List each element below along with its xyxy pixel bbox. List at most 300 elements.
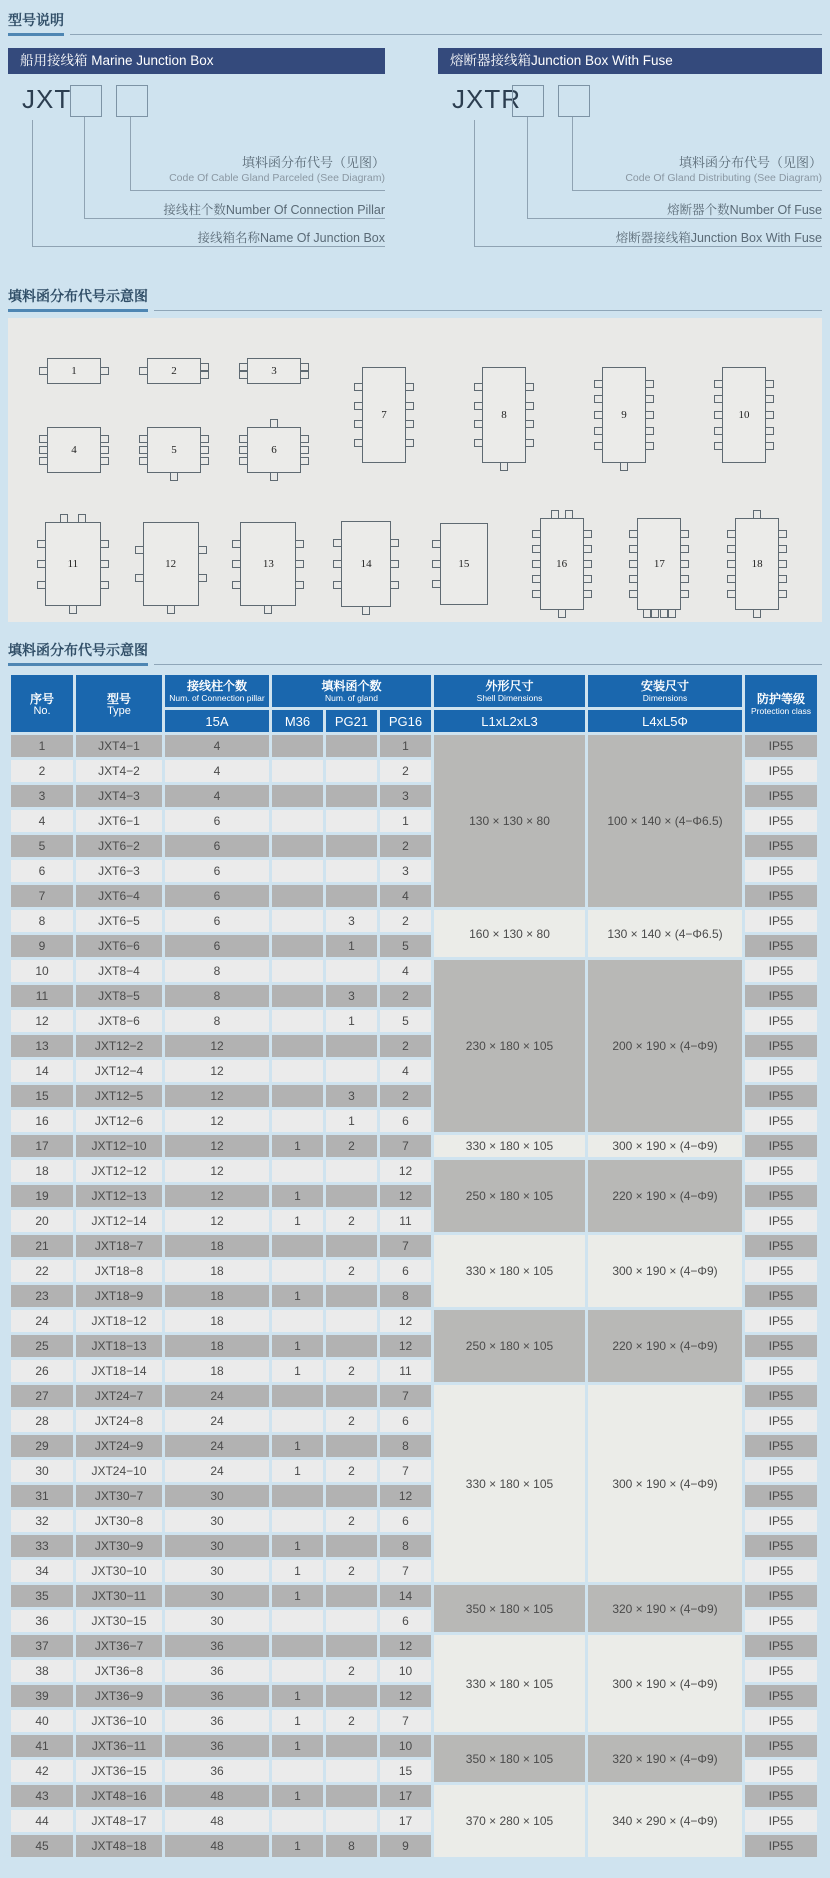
cell-15a: 36 xyxy=(165,1685,269,1707)
cell-protection-class: IP55 xyxy=(745,1085,817,1107)
cell-no: 17 xyxy=(11,1135,73,1157)
gland-layout-6 xyxy=(247,427,301,473)
cell-pg21: 2 xyxy=(326,1660,377,1682)
cell-type: JXT18−8 xyxy=(76,1260,162,1282)
gland-layout-11 xyxy=(45,522,101,606)
cell-type: JXT48−16 xyxy=(76,1785,162,1807)
jxt-digit-box-1 xyxy=(70,85,102,117)
gland-tab xyxy=(629,590,638,598)
cell-type: JXT12−4 xyxy=(76,1060,162,1082)
col-header-shell-cn: 外形尺寸 xyxy=(485,679,534,693)
cell-protection-class: IP55 xyxy=(745,1760,817,1782)
gland-tab xyxy=(680,545,689,553)
cell-type: JXT18−12 xyxy=(76,1310,162,1332)
gland-tab xyxy=(37,540,46,548)
table-header-row-1 xyxy=(11,675,817,707)
cell-m36 xyxy=(272,1810,323,1832)
gland-tab xyxy=(432,560,441,568)
cell-pg16: 7 xyxy=(380,1710,431,1732)
gland-layout-18 xyxy=(735,518,779,610)
gland-tab xyxy=(594,411,603,419)
cell-type: JXT30−15 xyxy=(76,1610,162,1632)
model-code-jxtr: JXTR xyxy=(452,84,521,114)
cell-mounting-dimensions: 320 × 190 × (4−Φ9) xyxy=(588,1585,742,1632)
cell-pg16: 12 xyxy=(380,1635,431,1657)
gland-tab xyxy=(432,540,441,548)
cell-no: 10 xyxy=(11,960,73,982)
cell-shell-dimensions: 160 × 130 × 80 xyxy=(434,910,585,957)
cell-pg21 xyxy=(326,885,377,907)
cell-protection-class: IP55 xyxy=(745,1310,817,1332)
cell-m36: 1 xyxy=(272,1735,323,1757)
table-row xyxy=(11,1160,817,1182)
gland-tab xyxy=(594,380,603,388)
connector-line xyxy=(84,218,385,219)
cell-protection-class: IP55 xyxy=(745,1160,817,1182)
cell-protection-class: IP55 xyxy=(745,1710,817,1732)
cell-15a: 12 xyxy=(165,1110,269,1132)
cell-15a: 12 xyxy=(165,1160,269,1182)
cell-m36 xyxy=(272,1510,323,1532)
cell-type: JXT36−8 xyxy=(76,1660,162,1682)
cell-m36 xyxy=(272,835,323,857)
connector-line xyxy=(32,120,33,246)
connector-line xyxy=(474,120,475,246)
cell-pg16: 4 xyxy=(380,1060,431,1082)
cell-m36 xyxy=(272,1060,323,1082)
gland-tab xyxy=(295,560,304,568)
cell-pg21: 2 xyxy=(326,1710,377,1732)
cell-pg21: 1 xyxy=(326,1010,377,1032)
cell-pg21: 2 xyxy=(326,1260,377,1282)
col-header-mount-cn: 安装尺寸 xyxy=(640,679,689,693)
cell-no: 39 xyxy=(11,1685,73,1707)
gland-tab xyxy=(139,457,148,465)
gland-tab xyxy=(727,545,736,553)
cell-type: JXT30−8 xyxy=(76,1510,162,1532)
gland-tab xyxy=(474,383,483,391)
cell-protection-class: IP55 xyxy=(745,1535,817,1557)
cell-m36 xyxy=(272,935,323,957)
gland-tab xyxy=(39,457,48,465)
cell-m36 xyxy=(272,985,323,1007)
cell-no: 25 xyxy=(11,1335,73,1357)
gland-tab xyxy=(200,363,209,371)
cell-m36: 1 xyxy=(272,1435,323,1457)
cell-protection-class: IP55 xyxy=(745,785,817,807)
cell-no: 18 xyxy=(11,1160,73,1182)
gland-tab xyxy=(525,439,534,447)
cell-pg16: 12 xyxy=(380,1485,431,1507)
cell-15a: 12 xyxy=(165,1060,269,1082)
cell-pg16: 6 xyxy=(380,1110,431,1132)
cell-mounting-dimensions: 300 × 190 × (4−Φ9) xyxy=(588,1635,742,1732)
subheader-pg21: PG21 xyxy=(326,710,377,732)
cell-pg16: 11 xyxy=(380,1360,431,1382)
cell-15a: 18 xyxy=(165,1260,269,1282)
gland-layout-2 xyxy=(147,358,201,384)
cell-mounting-dimensions: 320 × 190 × (4−Φ9) xyxy=(588,1735,742,1782)
gland-tab xyxy=(200,435,209,443)
cell-shell-dimensions: 230 × 180 × 105 xyxy=(434,960,585,1132)
gland-tab xyxy=(300,363,309,371)
cell-15a: 48 xyxy=(165,1835,269,1857)
cell-no: 24 xyxy=(11,1310,73,1332)
cell-m36 xyxy=(272,1160,323,1182)
gland-tab xyxy=(474,420,483,428)
model-description-heading-text: 型号说明 xyxy=(8,10,64,36)
cell-shell-dimensions: 250 × 180 × 105 xyxy=(434,1160,585,1232)
cell-pg21 xyxy=(326,960,377,982)
cell-m36 xyxy=(272,1010,323,1032)
table-row xyxy=(11,1585,817,1607)
gland-tab xyxy=(100,560,109,568)
cell-15a: 12 xyxy=(165,1135,269,1157)
connector-line xyxy=(527,218,822,219)
cell-type: JXT18−9 xyxy=(76,1285,162,1307)
cell-pg16: 6 xyxy=(380,1510,431,1532)
cell-pg21: 1 xyxy=(326,935,377,957)
cell-no: 19 xyxy=(11,1185,73,1207)
gland-tab xyxy=(583,545,592,553)
cell-protection-class: IP55 xyxy=(745,1785,817,1807)
gland-tab xyxy=(390,581,399,589)
cell-pg21 xyxy=(326,1685,377,1707)
cell-pg16: 4 xyxy=(380,960,431,982)
col-header-gland xyxy=(272,675,431,707)
cell-pg21 xyxy=(326,1435,377,1457)
cell-protection-class: IP55 xyxy=(745,1810,817,1832)
gland-layout-number: 3 xyxy=(271,365,277,377)
cell-pg21: 2 xyxy=(326,1210,377,1232)
gland-code-label-en: Code Of Cable Gland Parceled (See Diagram) xyxy=(169,172,385,184)
gland-tab xyxy=(333,581,342,589)
cell-m36 xyxy=(272,1635,323,1657)
cell-no: 42 xyxy=(11,1760,73,1782)
cell-protection-class: IP55 xyxy=(745,1010,817,1032)
cell-type: JXT18−13 xyxy=(76,1335,162,1357)
gland-tab xyxy=(200,457,209,465)
cell-pg16: 7 xyxy=(380,1460,431,1482)
gland-tab xyxy=(100,457,109,465)
diagram-cell xyxy=(415,510,513,618)
gland-layout-number: 5 xyxy=(171,444,177,456)
gland-layout-12 xyxy=(143,522,199,606)
cell-15a: 24 xyxy=(165,1435,269,1457)
table-row xyxy=(11,1310,817,1332)
cell-m36 xyxy=(272,1110,323,1132)
cell-no: 41 xyxy=(11,1735,73,1757)
gland-tab xyxy=(532,530,541,538)
cell-no: 35 xyxy=(11,1585,73,1607)
cell-m36 xyxy=(272,735,323,757)
gland-tab xyxy=(69,605,77,614)
heading-rule xyxy=(154,664,822,665)
cell-shell-dimensions: 330 × 180 × 105 xyxy=(434,1385,585,1582)
cell-pg21 xyxy=(326,1785,377,1807)
gland-tab xyxy=(645,442,654,450)
diagram-cell xyxy=(220,510,318,618)
gland-tab xyxy=(714,442,723,450)
cell-type: JXT24−8 xyxy=(76,1410,162,1432)
gland-tab xyxy=(354,420,363,428)
cell-pg16: 4 xyxy=(380,885,431,907)
gland-tab xyxy=(583,560,592,568)
cell-15a: 8 xyxy=(165,1010,269,1032)
cell-no: 11 xyxy=(11,985,73,1007)
gland-tab xyxy=(532,575,541,583)
cell-mounting-dimensions: 200 × 190 × (4−Φ9) xyxy=(588,960,742,1132)
gland-tab xyxy=(727,590,736,598)
gland-diagram-heading-text: 填料函分布代号示意图 xyxy=(8,286,148,312)
col-header-type xyxy=(76,675,162,732)
gland-layout-8 xyxy=(482,367,526,463)
cell-m36: 1 xyxy=(272,1335,323,1357)
cell-protection-class: IP55 xyxy=(745,1260,817,1282)
cell-pg16: 9 xyxy=(380,1835,431,1857)
cell-pg21 xyxy=(326,1035,377,1057)
gland-tab xyxy=(629,560,638,568)
gland-layout-number: 6 xyxy=(271,444,277,456)
cell-m36: 1 xyxy=(272,1460,323,1482)
cell-no: 23 xyxy=(11,1285,73,1307)
subheader-l1l2l3: L1xL2xL3 xyxy=(434,710,585,732)
gland-tab xyxy=(232,540,241,548)
cell-type: JXT6−1 xyxy=(76,810,162,832)
gland-layout-number: 11 xyxy=(67,558,79,570)
table-row xyxy=(11,735,817,757)
gland-tab xyxy=(362,606,370,615)
cell-type: JXT36−11 xyxy=(76,1735,162,1757)
gland-tab xyxy=(270,472,278,481)
cell-15a: 24 xyxy=(165,1460,269,1482)
gland-tab xyxy=(680,575,689,583)
cell-15a: 6 xyxy=(165,935,269,957)
cell-mounting-dimensions: 220 × 190 × (4−Φ9) xyxy=(588,1160,742,1232)
cell-pg16: 2 xyxy=(380,910,431,932)
cell-protection-class: IP55 xyxy=(745,910,817,932)
cell-pg16: 7 xyxy=(380,1235,431,1257)
gland-tab xyxy=(239,363,248,371)
cell-protection-class: IP55 xyxy=(745,1835,817,1857)
cell-protection-class: IP55 xyxy=(745,1385,817,1407)
gland-layout-number: 13 xyxy=(262,558,274,570)
cell-type: JXT48−18 xyxy=(76,1835,162,1857)
gland-tab xyxy=(532,560,541,568)
cell-no: 3 xyxy=(11,785,73,807)
cell-type: JXT12−12 xyxy=(76,1160,162,1182)
cell-protection-class: IP55 xyxy=(745,1435,817,1457)
gland-tab xyxy=(583,530,592,538)
cell-no: 15 xyxy=(11,1085,73,1107)
gland-tab xyxy=(100,446,109,454)
cell-type: JXT18−7 xyxy=(76,1235,162,1257)
gland-tab xyxy=(405,383,414,391)
cell-protection-class: IP55 xyxy=(745,760,817,782)
gland-diagram-heading xyxy=(8,286,822,312)
fuse-count-label: 熔断器个数Number Of Fuse xyxy=(667,203,822,217)
col-header-shell-en: Shell Dimensions xyxy=(476,693,543,703)
cell-protection-class: IP55 xyxy=(745,1685,817,1707)
col-header-pillar-en: Num. of Connection pillar xyxy=(169,693,265,703)
cell-protection-class: IP55 xyxy=(745,1635,817,1657)
cell-pg21 xyxy=(326,835,377,857)
cell-no: 43 xyxy=(11,1785,73,1807)
cell-15a: 18 xyxy=(165,1235,269,1257)
diagram-cell xyxy=(147,358,201,384)
cell-15a: 8 xyxy=(165,985,269,1007)
gland-layout-number: 14 xyxy=(360,558,372,570)
cell-shell-dimensions: 350 × 180 × 105 xyxy=(434,1585,585,1632)
cell-pg21 xyxy=(326,1485,377,1507)
cell-pg16: 2 xyxy=(380,985,431,1007)
gland-tab xyxy=(565,510,573,519)
cell-no: 20 xyxy=(11,1210,73,1232)
cell-shell-dimensions: 130 × 130 × 80 xyxy=(434,735,585,907)
cell-pg21: 8 xyxy=(326,1835,377,1857)
diagram-cell xyxy=(513,510,611,618)
cell-m36 xyxy=(272,910,323,932)
gland-tab xyxy=(765,395,774,403)
cell-type: JXT24−7 xyxy=(76,1385,162,1407)
cell-no: 6 xyxy=(11,860,73,882)
cell-pg21: 2 xyxy=(326,1135,377,1157)
cell-type: JXT30−10 xyxy=(76,1560,162,1582)
cell-pg21 xyxy=(326,1160,377,1182)
cell-no: 32 xyxy=(11,1510,73,1532)
diagram-cell xyxy=(147,427,201,473)
cell-type: JXT6−3 xyxy=(76,860,162,882)
col-header-mount-en: Dimensions xyxy=(642,693,688,703)
gland-layout-number: 2 xyxy=(171,365,177,377)
cell-m36 xyxy=(272,860,323,882)
gland-tab xyxy=(765,442,774,450)
diagram-cell xyxy=(324,336,444,494)
gland-tab xyxy=(629,530,638,538)
gland-tab xyxy=(300,446,309,454)
cell-m36 xyxy=(272,1660,323,1682)
gland-tab xyxy=(300,371,309,379)
gland-tab xyxy=(200,371,209,379)
cell-no: 4 xyxy=(11,810,73,832)
gland-tab xyxy=(100,581,109,589)
gland-code-label-cn: 填料函分布代号（见图） xyxy=(678,155,822,170)
cell-no: 34 xyxy=(11,1560,73,1582)
cell-pg16: 3 xyxy=(380,785,431,807)
cell-type: JXT6−6 xyxy=(76,935,162,957)
cell-no: 30 xyxy=(11,1460,73,1482)
cell-type: JXT36−9 xyxy=(76,1685,162,1707)
gland-tab xyxy=(714,380,723,388)
cell-type: JXT6−2 xyxy=(76,835,162,857)
gland-layout-number: 9 xyxy=(621,409,627,421)
cell-15a: 6 xyxy=(165,885,269,907)
model-description-heading xyxy=(8,10,822,36)
diagram-cell xyxy=(47,358,101,384)
gland-tab xyxy=(645,427,654,435)
connector-line xyxy=(130,190,385,191)
col-header-type-en: Type xyxy=(107,704,131,717)
connector-line xyxy=(32,246,385,247)
gland-layout-4 xyxy=(47,427,101,473)
gland-tab xyxy=(778,560,787,568)
diagram-cell xyxy=(24,510,122,618)
gland-tab xyxy=(525,402,534,410)
cell-m36 xyxy=(272,885,323,907)
cell-type: JXT24−9 xyxy=(76,1435,162,1457)
cell-type: JXT30−11 xyxy=(76,1585,162,1607)
cell-protection-class: IP55 xyxy=(745,860,817,882)
cell-type: JXT12−10 xyxy=(76,1135,162,1157)
gland-diagram-panel xyxy=(8,318,822,622)
cell-m36 xyxy=(272,1035,323,1057)
gland-layout-number: 15 xyxy=(458,558,470,570)
cell-shell-dimensions: 250 × 180 × 105 xyxy=(434,1310,585,1382)
marine-junction-box-banner: 船用接线箱 Marine Junction Box xyxy=(8,48,385,74)
cell-pg16: 7 xyxy=(380,1135,431,1157)
gland-layout-number: 17 xyxy=(653,558,665,570)
gland-tab xyxy=(753,609,761,618)
gland-tab xyxy=(714,395,723,403)
cell-pg21 xyxy=(326,1185,377,1207)
cell-no: 44 xyxy=(11,1810,73,1832)
spec-table-heading xyxy=(8,640,822,666)
gland-tab xyxy=(198,546,207,554)
gland-tab xyxy=(778,590,787,598)
gland-tab xyxy=(551,510,559,519)
cell-m36: 1 xyxy=(272,1285,323,1307)
cell-protection-class: IP55 xyxy=(745,1610,817,1632)
cell-protection-class: IP55 xyxy=(745,1235,817,1257)
cell-pg16: 6 xyxy=(380,1260,431,1282)
gland-tab xyxy=(727,575,736,583)
cell-pg16: 3 xyxy=(380,860,431,882)
cell-no: 9 xyxy=(11,935,73,957)
cell-shell-dimensions: 330 × 180 × 105 xyxy=(434,1135,585,1157)
cell-pg21 xyxy=(326,810,377,832)
jxt-digit-box-2 xyxy=(116,85,148,117)
cell-pg21 xyxy=(326,1635,377,1657)
gland-layout-13 xyxy=(240,522,296,606)
cell-m36 xyxy=(272,1385,323,1407)
gland-tab xyxy=(39,435,48,443)
col-header-gland-en: Num. of gland xyxy=(325,693,378,703)
box-name-label: 接线箱名称Name Of Junction Box xyxy=(197,231,385,245)
cell-pg21 xyxy=(326,1285,377,1307)
cell-type: JXT48−17 xyxy=(76,1810,162,1832)
cell-mounting-dimensions: 100 × 140 × (4−Φ6.5) xyxy=(588,735,742,907)
cell-m36 xyxy=(272,1260,323,1282)
cell-15a: 30 xyxy=(165,1560,269,1582)
subheader-15a: 15A xyxy=(165,710,269,732)
cell-type: JXT8−4 xyxy=(76,960,162,982)
gland-tab xyxy=(270,419,278,428)
cell-pg16: 17 xyxy=(380,1810,431,1832)
gland-tab xyxy=(778,545,787,553)
cell-pg16: 2 xyxy=(380,760,431,782)
col-header-protection-en: Protection class xyxy=(751,705,811,716)
cell-type: JXT36−10 xyxy=(76,1710,162,1732)
cell-m36 xyxy=(272,785,323,807)
cell-m36 xyxy=(272,1410,323,1432)
cell-no: 16 xyxy=(11,1110,73,1132)
cell-15a: 30 xyxy=(165,1485,269,1507)
cell-15a: 12 xyxy=(165,1035,269,1057)
cell-m36: 1 xyxy=(272,1685,323,1707)
cell-pg16: 5 xyxy=(380,1010,431,1032)
cell-no: 13 xyxy=(11,1035,73,1057)
cell-no: 14 xyxy=(11,1060,73,1082)
